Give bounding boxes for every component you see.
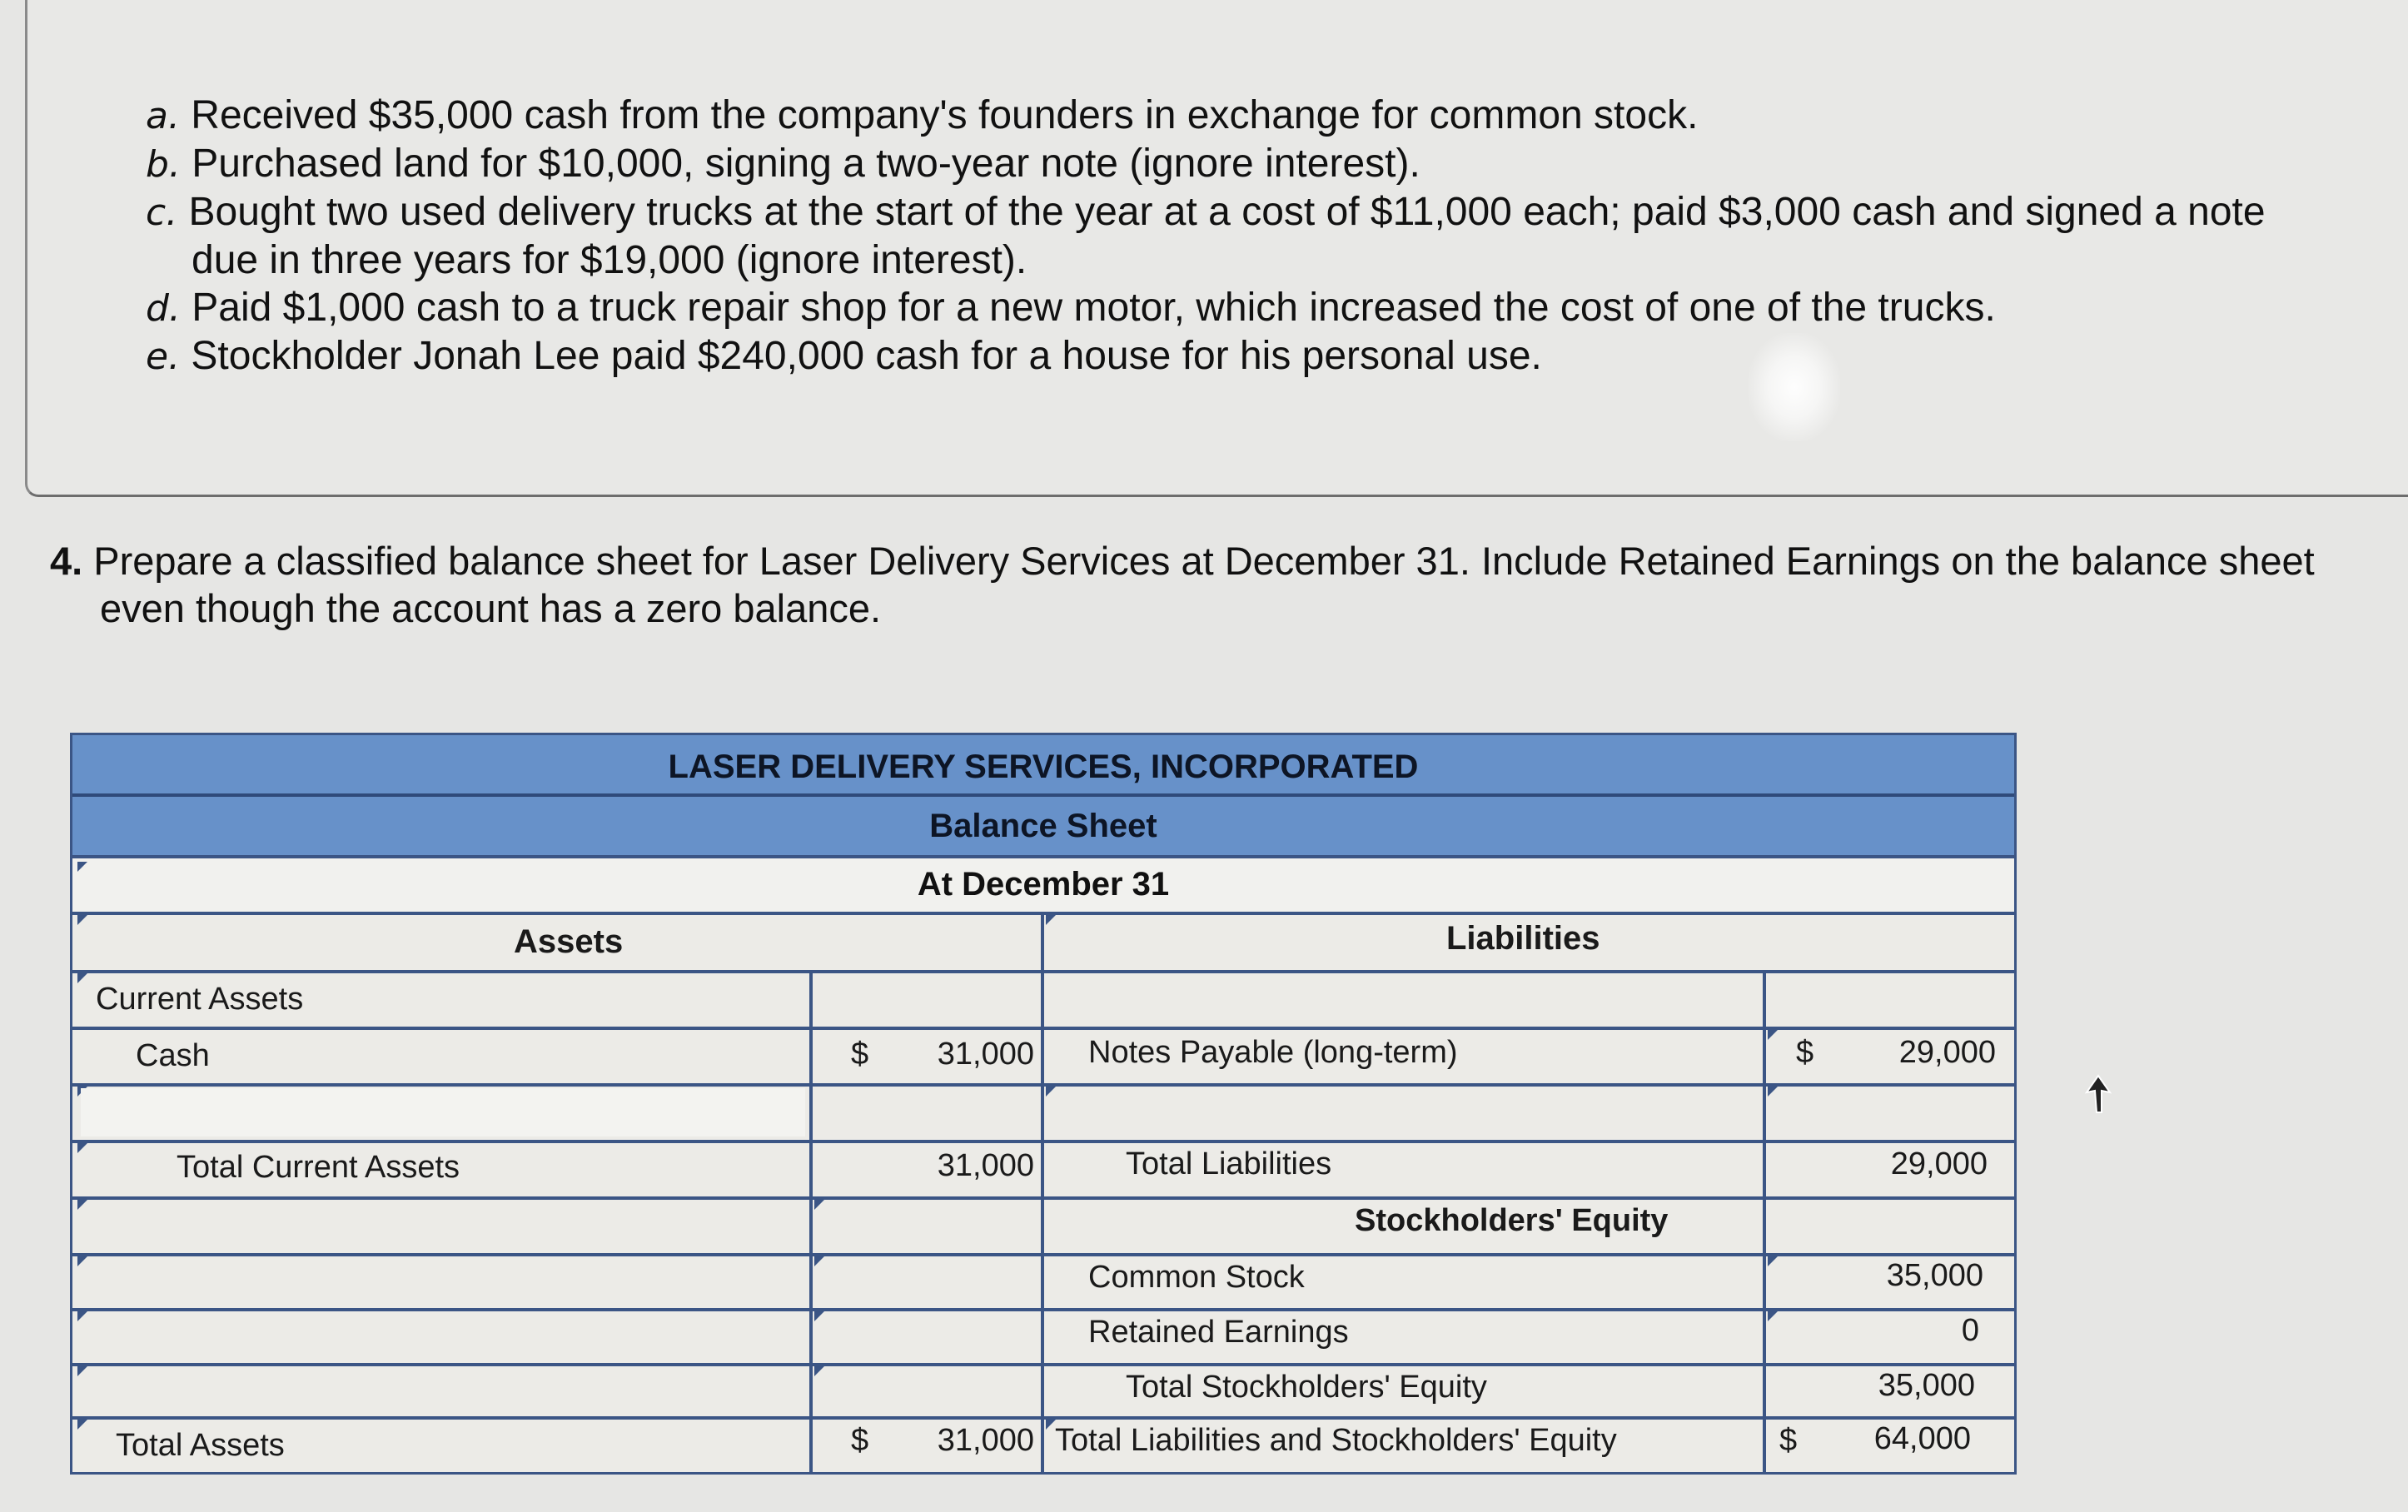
input-marker: [77, 915, 87, 925]
current-assets-label[interactable]: Current Assets: [96, 982, 304, 1017]
total-liab-equity-value[interactable]: 64,000: [1873, 1421, 1971, 1456]
total-liabilities-label[interactable]: Total Liabilities: [1126, 1146, 1332, 1181]
transaction-d: d. Paid $1,000 cash to a truck repair shop for a new motor, which increased the cost of one of the trucks.: [146, 286, 1996, 330]
total-assets-value[interactable]: 31,000: [937, 1423, 1034, 1458]
total-liabilities-value[interactable]: 29,000: [1890, 1146, 1988, 1181]
input-marker: [77, 1256, 87, 1266]
transaction-b: b. Purchased land for $10,000, signing a two-year note (ignore interest).: [146, 142, 1420, 186]
notes-payable-value[interactable]: 29,000: [1898, 1035, 1996, 1070]
question-text-line2: even though the account has a zero balance.: [100, 586, 882, 630]
total-liab-equity-label[interactable]: Total Liabilities and Stockholders' Equity: [1055, 1423, 1617, 1458]
transaction-e: e. Stockholder Jonah Lee paid $240,000 cash for a house for his personal use.: [146, 334, 1542, 378]
empty-asset-input[interactable]: [81, 1088, 805, 1136]
input-marker: [1046, 915, 1056, 925]
common-stock-label[interactable]: Common Stock: [1088, 1260, 1305, 1295]
input-marker: [814, 1366, 824, 1376]
input-marker: [1046, 1087, 1056, 1097]
cash-label[interactable]: Cash: [136, 1038, 210, 1073]
question-number: 4.: [50, 539, 83, 583]
input-marker: [1768, 1087, 1778, 1097]
transactions-list: [146, 92, 2266, 380]
input-marker: [77, 862, 87, 872]
input-marker: [814, 1256, 824, 1266]
transaction-a: a. Received $35,000 cash from the company's founders in exchange for common stock.: [146, 93, 1699, 137]
notes-payable-label[interactable]: Notes Payable (long-term): [1088, 1035, 1458, 1070]
input-marker: [1768, 1030, 1778, 1040]
input-marker: [77, 1200, 87, 1210]
total-liab-equity-dollar-sign: $: [1779, 1423, 1798, 1458]
cash-value[interactable]: 31,000: [937, 1037, 1034, 1072]
input-marker: [77, 1143, 87, 1153]
input-marker: [1768, 1311, 1778, 1321]
total-current-assets-value[interactable]: 31,000: [937, 1148, 1034, 1183]
input-marker: [814, 1311, 824, 1321]
retained-earnings-value[interactable]: 0: [1961, 1313, 1979, 1348]
total-assets-dollar-sign: $: [851, 1423, 869, 1458]
company-name: LASER DELIVERY SERVICES, INCORPORATED: [72, 735, 2014, 793]
liabilities-header: Liabilities: [1446, 920, 1600, 957]
mouse-cursor-icon: [2082, 1074, 2115, 1116]
cash-dollar-sign: $: [851, 1037, 869, 1072]
balance-sheet-form: [70, 733, 2017, 1475]
total-current-assets-label[interactable]: Total Current Assets: [177, 1150, 460, 1185]
input-marker: [77, 1420, 87, 1430]
retained-earnings-label[interactable]: Retained Earnings: [1088, 1315, 1349, 1350]
equity-header: Stockholders' Equity: [1355, 1203, 1669, 1238]
total-equity-label[interactable]: Total Stockholders' Equity: [1126, 1370, 1487, 1405]
assets-header: Assets: [514, 923, 624, 960]
common-stock-value[interactable]: 35,000: [1886, 1258, 1983, 1293]
sheet-title: Balance Sheet: [72, 797, 2014, 855]
total-equity-value[interactable]: 35,000: [1878, 1368, 1975, 1403]
total-assets-label[interactable]: Total Assets: [116, 1428, 285, 1463]
input-marker: [1768, 1256, 1778, 1266]
input-marker: [77, 1366, 87, 1376]
input-marker: [77, 1311, 87, 1321]
question-text-line1: Prepare a classified balance sheet for Laser Delivery Services at December 31. Include Retained Earnings on the balance sheet: [93, 539, 2315, 583]
input-marker: [814, 1200, 824, 1210]
screen-glare: [1749, 333, 1840, 441]
transaction-c: c. Bought two used delivery trucks at the start of the year at a cost of $11,000 each; paid $3,000 cash and signed a note: [146, 190, 2266, 234]
transaction-c-continuation: due in three years for $19,000 (ignore interest).: [192, 238, 1027, 282]
question-4: [50, 537, 2315, 632]
input-marker: [77, 973, 87, 983]
notes-payable-dollar-sign: $: [1796, 1035, 1814, 1070]
sheet-date: At December 31: [72, 858, 2014, 912]
